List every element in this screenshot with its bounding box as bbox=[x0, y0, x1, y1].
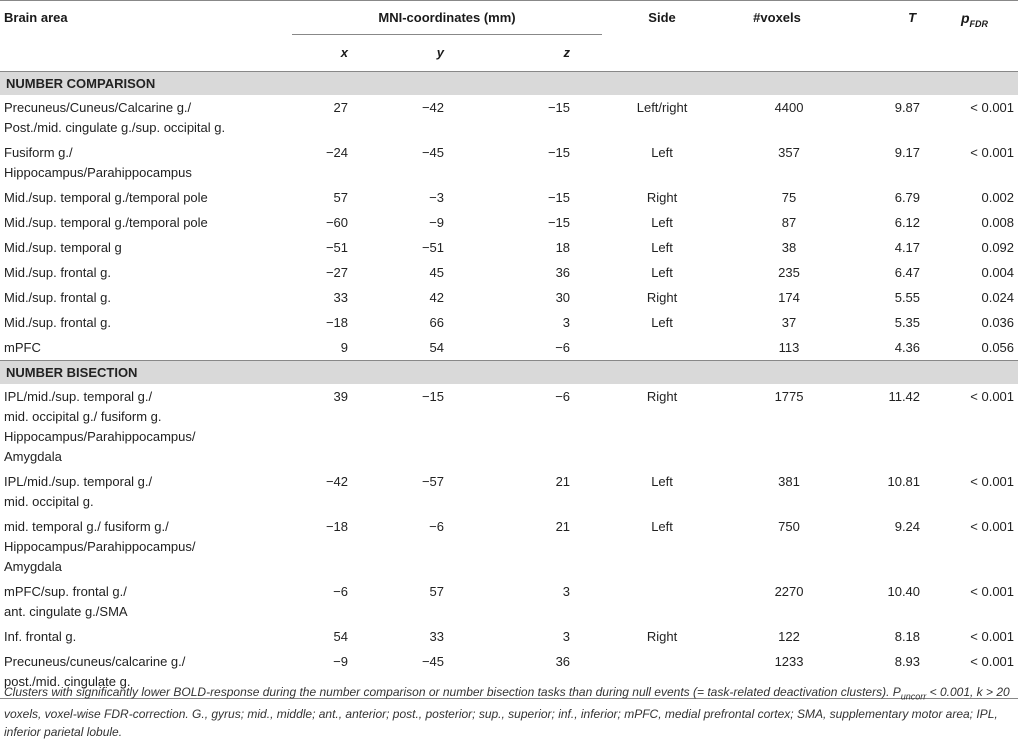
cell-t: 8.93 bbox=[832, 649, 930, 699]
brain-area-line: Mid./sup. frontal g. bbox=[4, 315, 111, 330]
cell-voxels: 2270 bbox=[774, 584, 804, 599]
table-row bbox=[0, 335, 1018, 361]
cell-t: 9.17 bbox=[894, 145, 921, 160]
table-header bbox=[0, 1, 1018, 72]
cell-p-fdr: < 0.001 bbox=[930, 649, 1018, 699]
cell-voxels: 357 bbox=[778, 145, 800, 160]
header-blank bbox=[0, 35, 292, 72]
cell-voxels: 4400 bbox=[774, 100, 804, 115]
header-blank bbox=[930, 35, 1018, 72]
cell-z: 36 bbox=[484, 649, 602, 699]
cell-x: 27 bbox=[333, 100, 348, 115]
cell-brain-area bbox=[0, 210, 292, 235]
brain-area-line: mPFC/sup. frontal g./ bbox=[4, 584, 127, 599]
cell-x: −27 bbox=[325, 265, 348, 280]
header-brain-area: Brain area bbox=[0, 1, 292, 35]
cell-t: 9.24 bbox=[894, 519, 921, 534]
footnote-text-continued: < 0.001, k > 20 voxels, voxel-wise FDR-correction. G., gyrus; mid., middle; ant., anterior; post., posterior; sup., superior; inf., inferior; mPFC, medial prefrontal cortex; SMA, supplementary motor area; IPL, inferior parietal lobule. bbox=[4, 685, 1010, 740]
cell-z: −15 bbox=[547, 100, 571, 115]
fdr-subscript: FDR bbox=[969, 18, 989, 29]
cell-t: 9.87 bbox=[894, 100, 921, 115]
cell-side: Left bbox=[651, 519, 673, 534]
cell-y: −15 bbox=[421, 389, 444, 404]
cell-p-fdr: 0.056 bbox=[981, 340, 1015, 355]
cell-y: 66 bbox=[429, 315, 444, 330]
cell-t: 6.79 bbox=[894, 190, 921, 205]
cell-y: −57 bbox=[421, 474, 444, 489]
cell-side: Left bbox=[651, 215, 673, 230]
cell-brain-area bbox=[0, 384, 292, 469]
brain-area-line: Fusiform g./ bbox=[4, 145, 73, 160]
cell-p-fdr: < 0.001 bbox=[970, 519, 1015, 534]
cell-side: Left bbox=[651, 315, 673, 330]
cell-x: −18 bbox=[325, 519, 348, 534]
cell-side: Right bbox=[646, 190, 678, 205]
cell-x: −6 bbox=[333, 584, 348, 599]
cell-p-fdr: 0.008 bbox=[981, 215, 1015, 230]
section-title: NUMBER BISECTION bbox=[0, 361, 1018, 385]
cell-x: 33 bbox=[333, 290, 348, 305]
table-row bbox=[0, 235, 1018, 260]
cell-x: −51 bbox=[325, 240, 348, 255]
brain-area-line: Hippocampus/Parahippocampus bbox=[4, 165, 192, 180]
cell-x: −18 bbox=[325, 315, 348, 330]
header-t: T bbox=[832, 1, 930, 35]
cell-x: 54 bbox=[333, 629, 348, 644]
cell-y: 54 bbox=[429, 340, 444, 355]
cell-brain-area bbox=[0, 514, 292, 579]
cell-z: 36 bbox=[555, 265, 571, 280]
header-blank bbox=[602, 35, 722, 72]
brain-area-line: Mid./sup. frontal g. bbox=[4, 265, 111, 280]
table-row bbox=[0, 140, 1018, 185]
cell-t: 11.42 bbox=[888, 389, 921, 404]
cell-z: −6 bbox=[555, 389, 571, 404]
cell-brain-area bbox=[0, 335, 292, 361]
cell-t: 6.47 bbox=[894, 265, 921, 280]
brain-area-line: IPL/mid./sup. temporal g./ bbox=[4, 474, 153, 489]
brain-area-line: Hippocampus/Parahippocampus/ bbox=[4, 539, 196, 554]
cell-brain-area bbox=[0, 624, 292, 649]
cell-voxels: 75 bbox=[781, 190, 797, 205]
brain-area-line: post./mid. cingulate g. bbox=[4, 674, 131, 689]
header-y: y bbox=[362, 35, 484, 72]
cell-p-fdr: < 0.001 bbox=[970, 584, 1015, 599]
cell-t: 6.12 bbox=[894, 215, 921, 230]
cell-z: 18 bbox=[555, 240, 571, 255]
table-body bbox=[0, 72, 1018, 702]
cell-side: Left bbox=[651, 145, 673, 160]
cell-t: 8.18 bbox=[894, 629, 921, 644]
cell-brain-area bbox=[0, 185, 292, 210]
cell-z: 3 bbox=[562, 629, 571, 644]
cell-y: −3 bbox=[429, 190, 444, 205]
header-voxels: #voxels bbox=[722, 1, 832, 35]
table-row bbox=[0, 210, 1018, 235]
header-blank bbox=[832, 35, 930, 72]
brain-area-line: Mid./sup. temporal g bbox=[4, 240, 122, 255]
header-mni-coordinates: MNI-coordinates (mm) bbox=[292, 1, 602, 35]
cell-y: −45 bbox=[362, 649, 484, 699]
cell-voxels: 1775 bbox=[774, 389, 804, 404]
cell-t: 10.40 bbox=[887, 584, 921, 599]
cell-z: −6 bbox=[555, 340, 571, 355]
brain-area-line: mPFC bbox=[4, 340, 41, 355]
cell-brain-area bbox=[0, 95, 292, 140]
brain-area-line: Mid./sup. frontal g. bbox=[4, 290, 111, 305]
cell-t: 5.55 bbox=[894, 290, 921, 305]
cell-voxels: 750 bbox=[778, 519, 800, 534]
brain-area-line: Precuneus/cuneus/calcarine g./ bbox=[4, 654, 186, 669]
cell-z: 21 bbox=[555, 519, 571, 534]
cell-voxels: 381 bbox=[778, 474, 800, 489]
cell-x: 39 bbox=[333, 389, 348, 404]
table-row bbox=[0, 579, 1018, 624]
brain-area-line: ant. cingulate g./SMA bbox=[4, 604, 128, 619]
brain-area-line: IPL/mid./sup. temporal g./ bbox=[4, 389, 153, 404]
cell-brain-area bbox=[0, 285, 292, 310]
cell-p-fdr: 0.004 bbox=[981, 265, 1015, 280]
cell-side bbox=[602, 579, 722, 624]
cell-p-fdr: 0.036 bbox=[981, 315, 1015, 330]
cell-p-fdr: < 0.001 bbox=[970, 389, 1015, 404]
cell-p-fdr: < 0.001 bbox=[970, 474, 1015, 489]
cell-x: 57 bbox=[333, 190, 348, 205]
table-footnote bbox=[4, 683, 1014, 741]
cell-y: 45 bbox=[429, 265, 444, 280]
cell-voxels: 235 bbox=[778, 265, 800, 280]
brain-area-line: Post./mid. cingulate g./sup. occipital g. bbox=[4, 120, 226, 135]
table-row bbox=[0, 514, 1018, 579]
cell-brain-area bbox=[0, 469, 292, 514]
header-z: z bbox=[484, 35, 602, 72]
table-row bbox=[0, 95, 1018, 140]
table-row bbox=[0, 285, 1018, 310]
cell-brain-area bbox=[0, 579, 292, 624]
table-row bbox=[0, 260, 1018, 285]
table-row bbox=[0, 469, 1018, 514]
cell-t: 10.81 bbox=[887, 474, 921, 489]
cell-x: −60 bbox=[325, 215, 348, 230]
header-blank bbox=[722, 35, 832, 72]
brain-area-line: Amygdala bbox=[4, 449, 62, 464]
brain-area-line: mid. occipital g./ fusiform g. bbox=[4, 409, 162, 424]
cell-z: −15 bbox=[547, 215, 571, 230]
cell-voxels: 87 bbox=[781, 215, 797, 230]
cell-z: −15 bbox=[547, 190, 571, 205]
brain-area-line: Hippocampus/Parahippocampus/ bbox=[4, 429, 196, 444]
brain-area-line: Mid./sup. temporal g./temporal pole bbox=[4, 190, 208, 205]
cell-p-fdr: 0.024 bbox=[981, 290, 1015, 305]
cell-x: −42 bbox=[325, 474, 348, 489]
cell-t: 4.36 bbox=[894, 340, 921, 355]
cell-brain-area bbox=[0, 260, 292, 285]
section-header-row bbox=[0, 72, 1018, 96]
cell-y: −9 bbox=[429, 215, 444, 230]
p-label: p bbox=[960, 10, 970, 26]
cell-z: 3 bbox=[562, 584, 571, 599]
brain-area-line: Inf. frontal g. bbox=[4, 629, 77, 644]
cell-y: 33 bbox=[429, 629, 444, 644]
cell-z: 30 bbox=[555, 290, 571, 305]
cell-z: −15 bbox=[547, 145, 571, 160]
brain-area-line: mid. occipital g. bbox=[4, 494, 94, 509]
cell-y: 57 bbox=[429, 584, 444, 599]
cell-side: Right bbox=[646, 389, 678, 404]
cell-t: 4.17 bbox=[894, 240, 921, 255]
cell-side: Left bbox=[651, 265, 673, 280]
cell-voxels: 1233 bbox=[722, 649, 832, 699]
cell-z: 3 bbox=[562, 315, 571, 330]
cell-p-fdr: < 0.001 bbox=[970, 100, 1015, 115]
cell-y: −51 bbox=[421, 240, 444, 255]
header-p-fdr bbox=[930, 1, 1018, 35]
cell-t: 5.35 bbox=[894, 315, 921, 330]
cell-voxels: 113 bbox=[778, 340, 800, 355]
cell-y: −45 bbox=[421, 145, 444, 160]
footnote-subscript: uncorr bbox=[900, 691, 927, 702]
header-x: x bbox=[292, 35, 362, 72]
cell-x: 9 bbox=[340, 340, 348, 355]
cell-y: −6 bbox=[429, 519, 444, 534]
cell-voxels: 37 bbox=[781, 315, 797, 330]
table-row bbox=[0, 185, 1018, 210]
header-side: Side bbox=[602, 1, 722, 35]
table-row bbox=[0, 624, 1018, 649]
table-row bbox=[0, 384, 1018, 469]
cell-p-fdr: < 0.001 bbox=[970, 145, 1015, 160]
cell-p-fdr: 0.092 bbox=[981, 240, 1015, 255]
cell-side: Left bbox=[651, 240, 673, 255]
cell-voxels: 122 bbox=[778, 629, 800, 644]
brain-area-line: mid. temporal g./ fusiform g./ bbox=[4, 519, 169, 534]
cell-side: Right bbox=[646, 629, 678, 644]
brain-area-line: Amygdala bbox=[4, 559, 62, 574]
brain-area-line: Mid./sup. temporal g./temporal pole bbox=[4, 215, 208, 230]
cell-brain-area bbox=[0, 140, 292, 185]
cell-side: Right bbox=[646, 290, 678, 305]
cell-side: Left bbox=[651, 474, 673, 489]
cell-p-fdr: < 0.001 bbox=[970, 629, 1015, 644]
table-row bbox=[0, 310, 1018, 335]
section-header-row bbox=[0, 361, 1018, 385]
cell-y: −42 bbox=[421, 100, 444, 115]
cell-voxels: 38 bbox=[781, 240, 797, 255]
section-title: NUMBER COMPARISON bbox=[0, 72, 1018, 96]
cell-x: −9 bbox=[292, 649, 362, 699]
cell-voxels: 174 bbox=[778, 290, 800, 305]
footnote-text: Clusters with significantly lower BOLD-response during the number comparison or number bisection tasks than during null events (= task-related deactivation clusters). P bbox=[4, 685, 901, 699]
cell-z: 21 bbox=[555, 474, 571, 489]
cell-x: −24 bbox=[325, 145, 348, 160]
cell-side: Left/right bbox=[636, 100, 688, 115]
cell-brain-area bbox=[0, 310, 292, 335]
cell-brain-area bbox=[0, 235, 292, 260]
cell-p-fdr: 0.002 bbox=[981, 190, 1015, 205]
cell-side bbox=[602, 335, 722, 361]
brain-area-line: Precuneus/Cuneus/Calcarine g./ bbox=[4, 100, 192, 115]
cell-y: 42 bbox=[429, 290, 444, 305]
